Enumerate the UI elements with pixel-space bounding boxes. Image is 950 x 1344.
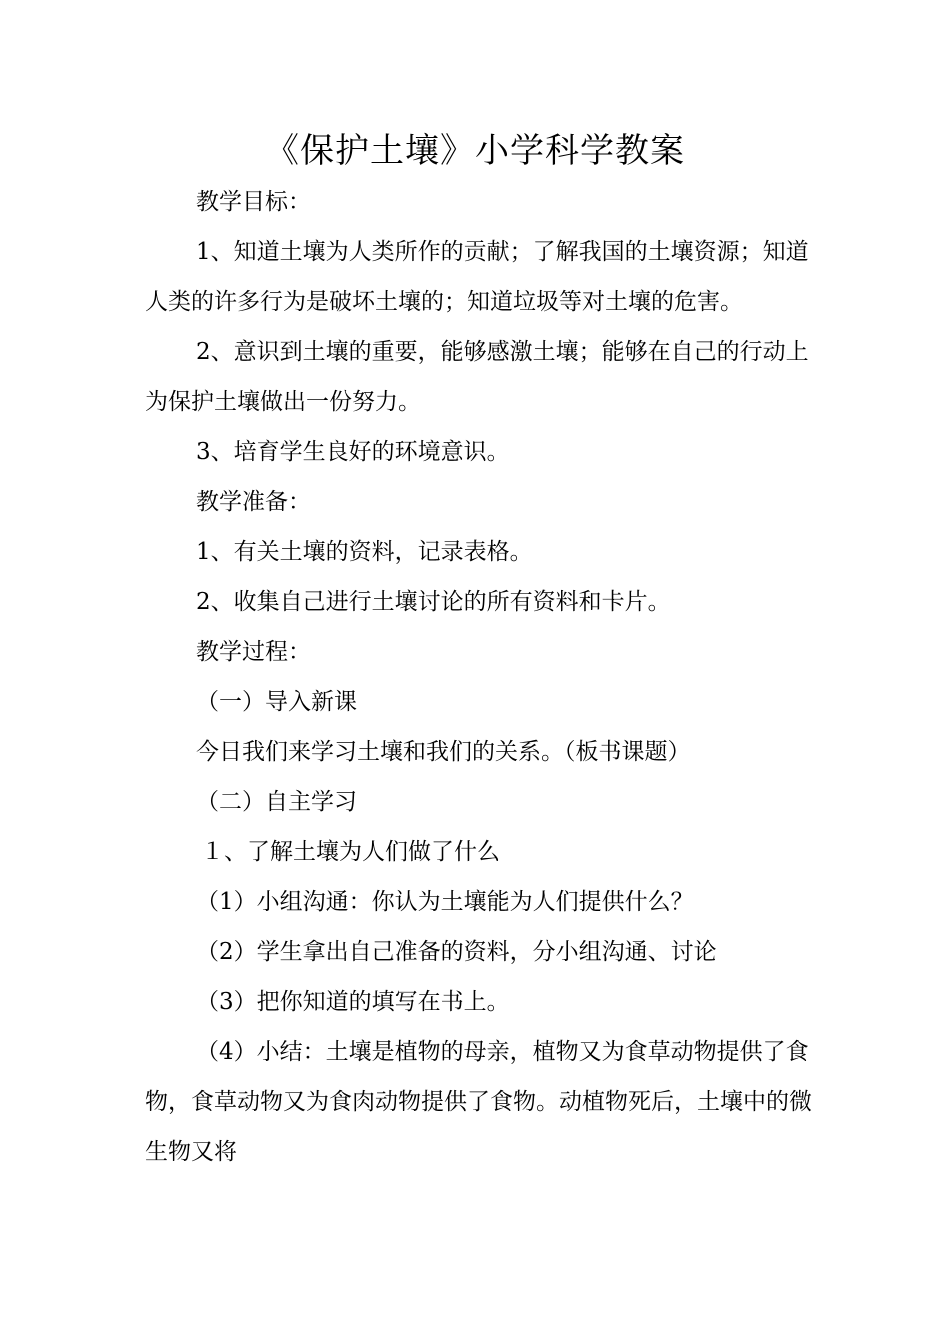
preparation-item-1: 1、有关土壤的资料，记录表格。 <box>196 539 533 565</box>
document-title: 《保护土壤》小学科学教案 <box>265 131 685 171</box>
objective-paragraph-1: 1、知道土壤为人类所作的贡献；了解我国的土壤资源；知道人类的许多行为是破坏土壤的；知道垃圾等对土壤的危害。 <box>145 239 809 315</box>
self-study-subitem-1: （1）小组沟通：你认为土壤能为人们提供什么？ <box>196 889 694 915</box>
section-heading-process: 教学过程： <box>196 639 311 665</box>
objective-paragraph-2: 2、意识到土壤的重要，能够感激土壤；能够在自己的行动上为保护土壤做出一份努力。 <box>145 339 809 415</box>
self-study-subitem-4: （4）小结：土壤是植物的母亲，植物又为食草动物提供了食物，食草动物又为食肉动物提供了食物。动植物死后，土壤中的微生物又将 <box>145 1039 812 1165</box>
section-heading-preparation: 教学准备： <box>196 489 311 515</box>
self-study-subitem-2: （2）学生拿出自己准备的资料，分小组沟通、讨论 <box>196 939 717 965</box>
self-study-subitem-3: （3）把你知道的填写在书上。 <box>196 989 510 1015</box>
preparation-item-2: 2、收集自己进行土壤讨论的所有资料和卡片。 <box>196 589 671 615</box>
objective-paragraph-3: 3、培育学生良好的环境意识。 <box>196 439 510 465</box>
process-step-intro: （一）导入新课 <box>196 689 357 715</box>
section-heading-objectives: 教学目标： <box>196 189 311 215</box>
self-study-item-1: １、了解土壤为人们做了什么 <box>201 839 500 865</box>
process-intro-text: 今日我们来学习土壤和我们的关系。（板书课题） <box>196 739 691 765</box>
process-step-self-study: （二）自主学习 <box>196 789 357 815</box>
document-body <box>145 177 815 1177</box>
